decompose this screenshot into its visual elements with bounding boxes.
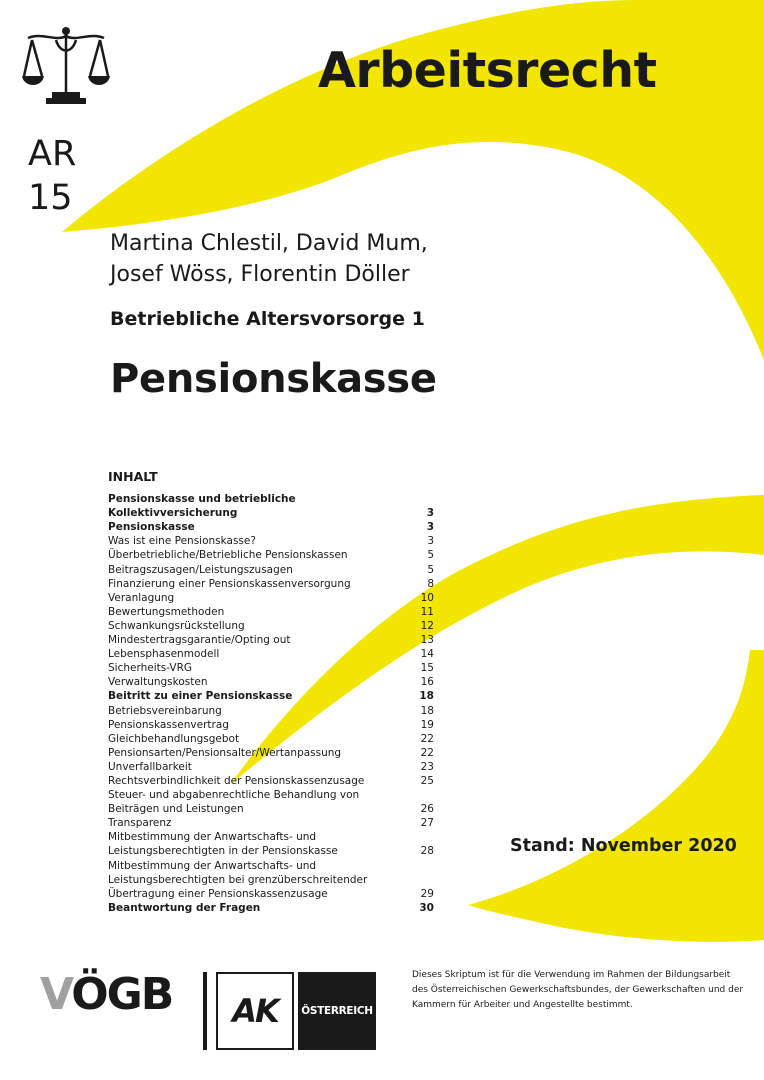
toc-item [108, 816, 434, 830]
toc-item-page: 22 [420, 732, 434, 745]
toc-item-title: Was ist eine Pensionskasse? [108, 535, 256, 548]
toc-item-page: 12 [420, 619, 434, 632]
subtitle: Betriebliche Altersvorsorge 1 [110, 308, 425, 330]
toc-item [108, 774, 434, 788]
main-title: Pensionskasse [110, 356, 437, 402]
toc-item [108, 760, 434, 774]
toc-item [108, 563, 434, 577]
toc-item [108, 859, 434, 901]
footer-note: Dieses Skriptum ist für die Verwendung im Rahmen der Bildungsarbeit des Österreichischen Gewerkschaftsbundes, der Gewerkschaften und der Kammern für Arbeiter und Angestellte bestimmt. [412, 970, 744, 1010]
toc-item [108, 591, 434, 605]
toc-item-title: Überbetriebliche/Betriebliche Pensionskassen [108, 549, 348, 562]
toc-item [108, 534, 434, 548]
toc-item-title: Beantwortung der Fragen [108, 901, 261, 914]
toc-item-title: Mindestertragsgarantie/Opting out [108, 634, 291, 647]
toc-item-page: 18 [419, 690, 434, 703]
series-code [28, 132, 88, 220]
toc-item-page: 13 [420, 634, 434, 647]
authors-line-1: Martina Chlestil, David Mum, [110, 231, 428, 256]
oegb-logo-rest: ÖGB [71, 969, 173, 1020]
toc-item [108, 704, 434, 718]
series-code-letters: AR [28, 134, 77, 174]
ak-logo-text: AK [232, 992, 278, 1030]
ak-logo [216, 972, 294, 1050]
toc-item-title: Pensionskasse und betriebliche Kollektivversicherung [108, 493, 296, 520]
toc-item-page: 3 [427, 535, 434, 548]
toc-item-title: Veranlagung [108, 591, 175, 604]
toc-item-page: 19 [420, 718, 434, 731]
toc-item-page: 23 [420, 760, 434, 773]
toc-item-title: Betriebsvereinbarung [108, 704, 222, 717]
toc-item [108, 675, 434, 689]
toc-item-title: Sicherheits-VRG [108, 662, 193, 675]
toc-heading: INHALT [108, 469, 158, 484]
authors-line-2: Josef Wöss, Florentin Döller [110, 262, 410, 287]
toc-item-title: Steuer- und abgabenrechtliche Behandlung von Beiträgen und Leistungen [108, 789, 360, 816]
toc-item-page: 22 [420, 746, 434, 759]
logo-divider [203, 972, 207, 1050]
toc-item [108, 619, 434, 633]
oesterreich-logo [298, 972, 376, 1050]
toc-item-page: 14 [420, 648, 434, 661]
scales-of-justice-icon [22, 24, 110, 106]
stand-date: Stand: November 2020 [510, 836, 737, 856]
toc-item [108, 732, 434, 746]
toc-item-title: Beitragszusagen/Leistungszusagen [108, 563, 293, 576]
toc-item-page: 10 [420, 591, 434, 604]
toc-item-page: 3 [426, 507, 434, 520]
toc-item-page: 28 [420, 845, 434, 858]
toc-item-page: 25 [420, 774, 434, 787]
toc-item-title: Pensionskasse [108, 521, 195, 534]
toc-item-page: 5 [427, 549, 434, 562]
toc-item-title: Unverfallbarkeit [108, 760, 192, 773]
series-code-number: 15 [28, 178, 73, 218]
toc-item-title: Rechtsverbindlichkeit der Pensionskassenzusage [108, 774, 365, 787]
toc-item [108, 718, 434, 732]
toc-item-title: Bewertungsmethoden [108, 605, 225, 618]
oegb-logo-v: V [40, 969, 72, 1020]
toc-item-page: 15 [420, 662, 434, 675]
toc-item-page: 3 [426, 521, 434, 534]
toc-item-title: Finanzierung einer Pensionskassenversorgung [108, 577, 351, 590]
toc-item [108, 689, 434, 703]
toc-item-page: 11 [420, 605, 434, 618]
toc-item-title: Gleichbehandlungsgebot [108, 732, 240, 745]
toc-item [108, 746, 434, 760]
toc-item [108, 830, 434, 858]
toc-item-title: Mitbestimmung der Anwartschafts- und Leistungsberechtigten in der Pensionskasse [108, 831, 338, 858]
toc-item [108, 647, 434, 661]
page-title-arbeitsrecht: Arbeitsrecht [318, 42, 657, 99]
yellow-swoosh-bottom [468, 650, 764, 942]
toc-item-title: Beitritt zu einer Pensionskasse [108, 690, 293, 703]
toc-item-page: 16 [420, 676, 434, 689]
toc-item-title: Mitbestimmung der Anwartschafts- und Leistungsberechtigten bei grenzüberschreitender Übertragung einer Pensionskassenzusage [108, 859, 368, 900]
toc-item-title: Verwaltungskosten [108, 676, 208, 689]
toc-item [108, 492, 434, 520]
toc-item [108, 520, 434, 534]
toc-item-title: Transparenz [108, 817, 172, 830]
toc-item-page: 18 [420, 704, 434, 717]
table-of-contents [108, 470, 434, 915]
toc-item [108, 605, 434, 619]
toc-item-page: 8 [427, 577, 434, 590]
toc-item-title: Pensionskassenvertrag [108, 718, 229, 731]
toc-item [108, 548, 434, 562]
toc-item-page: 29 [420, 887, 434, 900]
toc-item-page: 26 [420, 803, 434, 816]
authors [110, 228, 470, 290]
toc-item-title: Lebensphasenmodell [108, 648, 220, 661]
toc-item [108, 661, 434, 675]
toc-item-page: 5 [427, 563, 434, 576]
toc-item [108, 633, 434, 647]
oesterreich-logo-text: ÖSTERREICH [301, 1005, 373, 1017]
oegb-logo [40, 970, 172, 1020]
toc-item-title: Schwankungsrückstellung [108, 619, 245, 632]
footer-logos [40, 966, 380, 1052]
toc-item-page: 27 [420, 817, 434, 830]
toc-item [108, 901, 434, 915]
toc-item [108, 788, 434, 816]
toc-item [108, 577, 434, 591]
toc-item-page: 30 [419, 901, 434, 914]
toc-item-title: Pensionsarten/Pensionsalter/Wertanpassung [108, 746, 342, 759]
toc-list [108, 492, 434, 915]
